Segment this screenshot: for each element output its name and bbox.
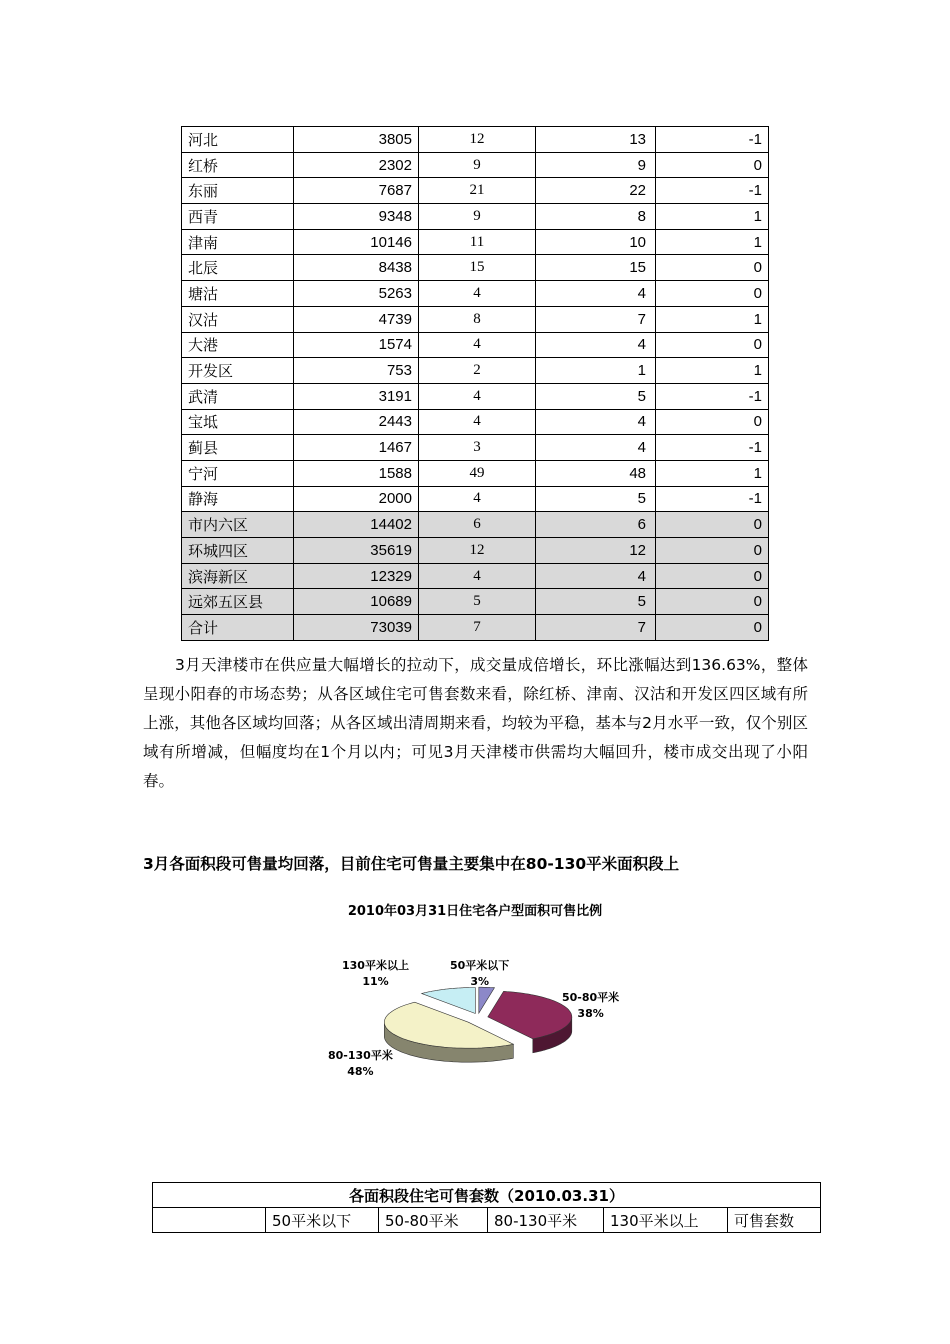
table-row — [182, 204, 769, 230]
table-cell-c4: 1 — [656, 229, 769, 255]
table-cell-c3: 8 — [536, 204, 656, 230]
table-cell-c2: 4 — [419, 563, 536, 589]
table-cell-name: 环城四区 — [182, 538, 294, 564]
table-cell-c3: 12 — [536, 538, 656, 564]
table-cell-name: 武清 — [182, 383, 294, 409]
table-cell-c4: 0 — [656, 332, 769, 358]
table-row — [182, 435, 769, 461]
table-row — [182, 589, 769, 615]
table-cell-c2: 12 — [419, 538, 536, 564]
table-cell-name: 津南 — [182, 229, 294, 255]
table-row — [182, 538, 769, 564]
table-cell-name: 塘沽 — [182, 281, 294, 307]
table-cell-c3: 6 — [536, 512, 656, 538]
table-cell-c2: 4 — [419, 409, 536, 435]
table-cell-c3: 1 — [536, 358, 656, 384]
table-cell-c2: 15 — [419, 255, 536, 281]
table-cell-c2: 5 — [419, 589, 536, 615]
table-cell-c1: 10146 — [294, 229, 419, 255]
region-table — [181, 126, 769, 641]
table-cell-name: 市内六区 — [182, 512, 294, 538]
table-row — [182, 358, 769, 384]
table-cell-name: 合计 — [182, 615, 294, 641]
table-cell-c3: 5 — [536, 486, 656, 512]
table-cell-c4: 0 — [656, 512, 769, 538]
table-cell-c1: 12329 — [294, 563, 419, 589]
label-under-50-name: 50平米以下 — [450, 959, 510, 972]
table-cell-c2: 12 — [419, 127, 536, 153]
area-table-header-row — [153, 1208, 821, 1233]
table-cell-c2: 4 — [419, 281, 536, 307]
table-cell-c2: 4 — [419, 383, 536, 409]
table-cell-c1: 9348 — [294, 204, 419, 230]
table-cell-name: 滨海新区 — [182, 563, 294, 589]
region-table-body — [182, 127, 769, 641]
table-cell-c4: 0 — [656, 281, 769, 307]
chart-title: 2010年03月31日住宅各户型面积可售比例 — [347, 904, 603, 919]
table-cell-c4: 1 — [656, 460, 769, 486]
area-header-0 — [153, 1208, 266, 1233]
table-cell-c3: 4 — [536, 563, 656, 589]
table-cell-c3: 15 — [536, 255, 656, 281]
table-cell-c4: 0 — [656, 589, 769, 615]
label-under-50-pct: 3% — [470, 975, 489, 988]
table-row — [182, 409, 769, 435]
table-cell-c3: 4 — [536, 332, 656, 358]
table-cell-name: 开发区 — [182, 358, 294, 384]
area-table — [152, 1182, 821, 1233]
table-cell-c1: 5263 — [294, 281, 419, 307]
area-header-2: 50-80平米 — [379, 1208, 488, 1233]
table-cell-c3: 5 — [536, 383, 656, 409]
table-cell-c1: 35619 — [294, 538, 419, 564]
table-cell-c4: 0 — [656, 615, 769, 641]
table-cell-name: 远郊五区县 — [182, 589, 294, 615]
area-header-1: 50平米以下 — [266, 1208, 379, 1233]
label-under-50 — [450, 958, 509, 990]
table-row — [182, 512, 769, 538]
area-header-4: 130平米以上 — [604, 1208, 728, 1233]
table-cell-c1: 1588 — [294, 460, 419, 486]
table-row — [182, 486, 769, 512]
table-cell-c1: 1467 — [294, 435, 419, 461]
table-row — [182, 563, 769, 589]
table-cell-c1: 14402 — [294, 512, 419, 538]
label-50-80-pct: 38% — [577, 1007, 604, 1020]
table-cell-c1: 753 — [294, 358, 419, 384]
table-cell-name: 宝坻 — [182, 409, 294, 435]
table-cell-c1: 2443 — [294, 409, 419, 435]
table-cell-c1: 3191 — [294, 383, 419, 409]
table-cell-c2: 3 — [419, 435, 536, 461]
table-cell-c2: 2 — [419, 358, 536, 384]
table-row — [182, 127, 769, 153]
table-cell-c1: 73039 — [294, 615, 419, 641]
table-cell-c4: 0 — [656, 152, 769, 178]
table-cell-c3: 4 — [536, 409, 656, 435]
label-80-130 — [328, 1048, 393, 1080]
table-cell-c4: -1 — [656, 486, 769, 512]
table-cell-c2: 4 — [419, 332, 536, 358]
table-cell-c1: 2302 — [294, 152, 419, 178]
section-heading: 3月各面积段可售量均回落，目前住宅可售量主要集中在80-130平米面积段上 — [143, 855, 680, 873]
pie-chart — [300, 950, 660, 1090]
table-cell-c4: 1 — [656, 358, 769, 384]
table-cell-c1: 7687 — [294, 178, 419, 204]
label-80-130-name: 80-130平米 — [328, 1049, 393, 1062]
table-row — [182, 383, 769, 409]
table-cell-c3: 13 — [536, 127, 656, 153]
table-cell-c3: 22 — [536, 178, 656, 204]
table-cell-c4: 1 — [656, 306, 769, 332]
table-cell-name: 汉沽 — [182, 306, 294, 332]
table-cell-c1: 4739 — [294, 306, 419, 332]
area-header-5: 可售套数 — [728, 1208, 821, 1233]
table-cell-name: 河北 — [182, 127, 294, 153]
table-row — [182, 460, 769, 486]
table-cell-c1: 1574 — [294, 332, 419, 358]
table-row — [182, 178, 769, 204]
table-cell-c2: 9 — [419, 204, 536, 230]
table-cell-c2: 9 — [419, 152, 536, 178]
table-cell-c4: -1 — [656, 383, 769, 409]
table-cell-c2: 8 — [419, 306, 536, 332]
table-cell-name: 红桥 — [182, 152, 294, 178]
table-cell-c3: 48 — [536, 460, 656, 486]
label-130-plus-pct: 11% — [362, 975, 389, 988]
table-cell-c3: 4 — [536, 281, 656, 307]
table-cell-c4: 0 — [656, 255, 769, 281]
label-80-130-pct: 48% — [347, 1065, 374, 1078]
table-row — [182, 332, 769, 358]
table-cell-c1: 3805 — [294, 127, 419, 153]
table-row — [182, 615, 769, 641]
table-row — [182, 281, 769, 307]
table-cell-name: 宁河 — [182, 460, 294, 486]
table-row — [182, 229, 769, 255]
label-50-80 — [562, 990, 619, 1022]
table-cell-name: 静海 — [182, 486, 294, 512]
table-row — [182, 152, 769, 178]
table-row — [182, 255, 769, 281]
table-cell-c2: 7 — [419, 615, 536, 641]
table-cell-c1: 2000 — [294, 486, 419, 512]
table-cell-c2: 49 — [419, 460, 536, 486]
table-cell-c4: -1 — [656, 127, 769, 153]
table-cell-name: 大港 — [182, 332, 294, 358]
table-cell-name: 北辰 — [182, 255, 294, 281]
table-cell-c3: 4 — [536, 435, 656, 461]
table-cell-c4: -1 — [656, 435, 769, 461]
table-cell-c3: 9 — [536, 152, 656, 178]
table-cell-c1: 8438 — [294, 255, 419, 281]
table-cell-c3: 7 — [536, 306, 656, 332]
table-cell-c3: 10 — [536, 229, 656, 255]
area-header-3: 80-130平米 — [488, 1208, 604, 1233]
table-cell-c1: 10689 — [294, 589, 419, 615]
table-cell-name: 西青 — [182, 204, 294, 230]
label-130-plus-name: 130平米以上 — [342, 959, 409, 972]
table-cell-c4: 0 — [656, 538, 769, 564]
table-cell-c2: 6 — [419, 512, 536, 538]
table-row — [182, 306, 769, 332]
table-cell-name: 东丽 — [182, 178, 294, 204]
table-cell-c3: 5 — [536, 589, 656, 615]
area-table-title: 各面积段住宅可售套数（2010.03.31） — [153, 1183, 821, 1208]
table-cell-c3: 7 — [536, 615, 656, 641]
table-cell-c4: 0 — [656, 563, 769, 589]
table-cell-c2: 21 — [419, 178, 536, 204]
table-cell-c4: -1 — [656, 178, 769, 204]
table-cell-c4: 0 — [656, 409, 769, 435]
table-cell-c4: 1 — [656, 204, 769, 230]
label-50-80-name: 50-80平米 — [562, 991, 620, 1004]
paragraph-text: 3月天津楼市在供应量大幅增长的拉动下，成交量成倍增长，环比涨幅达到136.63%，整体呈现小阳春的市场态势；从各区域住宅可售套数来看，除红桥、津南、汉沽和开发区四区域有所上涨，其他各区域均回落；从各区域出清周期来看，均较为平稳，基本与2月水平一致，仅个别区域有所增减，但幅度均在1个月以内；可见3月天津楼市供需均大幅回升，楼市成交出现了小阳春。 — [143, 656, 808, 790]
table-cell-name: 蓟县 — [182, 435, 294, 461]
summary-paragraph — [143, 651, 808, 796]
table-cell-c2: 11 — [419, 229, 536, 255]
label-130-plus — [342, 958, 409, 990]
table-cell-c2: 4 — [419, 486, 536, 512]
